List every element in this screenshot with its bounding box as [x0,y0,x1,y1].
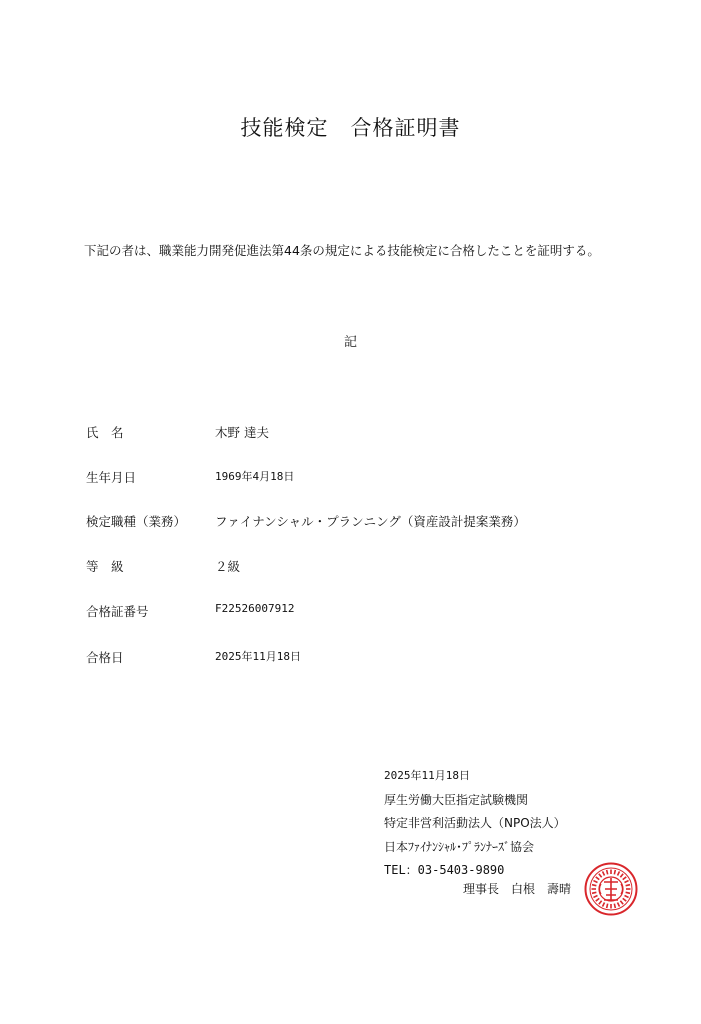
certificate-number-value: F22526007912 [215,602,295,615]
birthdate-value: 1969年4月18日 [215,470,295,483]
birthdate-label: 生年月日 [86,470,137,485]
issuer-block [384,766,566,884]
seal-tick [599,874,602,878]
certificate-number-label: 合格証番号 [86,604,149,619]
seal-tick [623,898,627,901]
grade-label: 等 級 [86,559,124,574]
field-row-grade [86,557,646,577]
seal-tick [603,903,605,907]
field-row-name [86,423,646,443]
seal-tick [593,881,597,883]
seal-tick [625,881,629,883]
seal-tick [592,892,596,893]
official-seal-icon [584,862,638,916]
name-value: 木野 達夫 [215,425,269,440]
field-row-certificate-number [86,602,646,622]
issue-date: 2025年11月18日 [384,769,470,782]
seal-tick [625,896,629,898]
certification-statement: 下記の者は、職業能力開発促進法第44条の規定による技能検定に合格したことを証明する。 [84,243,600,258]
seal-tick [618,903,620,907]
seal-tick [603,871,605,875]
seal-tick [614,870,615,874]
seal-tick [593,896,597,898]
seal-tick [626,892,630,893]
seal-tick [620,874,623,878]
seal-tick [626,885,630,886]
seal-tick [620,901,623,905]
issuer-telephone: TEL：03-5403-9890 [384,863,505,877]
seal-tick [607,870,608,874]
field-row-occupation [86,512,646,532]
occupation-value: ファイナンシャル・プランニング（資産設計提案業務） [215,514,526,529]
issuer-legal-type: 特定非営利活動法人（NPO法人） [384,816,566,830]
seal-tick [596,877,600,880]
name-label: 氏 名 [86,425,124,440]
seal-tick [618,871,620,875]
seal-tick [623,877,627,880]
field-row-pass-date [86,648,646,668]
issuer-designation: 厚生労働大臣指定試験機関 [384,792,529,807]
grade-value: ２級 [215,559,241,574]
occupation-label: 検定職種（業務） [86,514,187,529]
seal-tick [607,904,608,908]
section-marker: 記 [343,335,357,350]
field-row-birthdate [86,468,646,488]
issuer-organization: 日本ﾌｧｲﾅﾝｼｬﾙ･ﾌﾟﾗﾝﾅｰｽﾞ協会 [384,839,535,854]
seal-tick [592,885,596,886]
seal-tick [596,898,600,901]
pass-date-label: 合格日 [86,650,124,665]
document-title: 技能検定 合格証明書 [240,116,461,140]
seal-tick [599,901,602,905]
seal-tick [614,904,615,908]
signatory: 理事長 白根 壽晴 [463,882,572,896]
pass-date-value: 2025年11月18日 [215,650,301,663]
